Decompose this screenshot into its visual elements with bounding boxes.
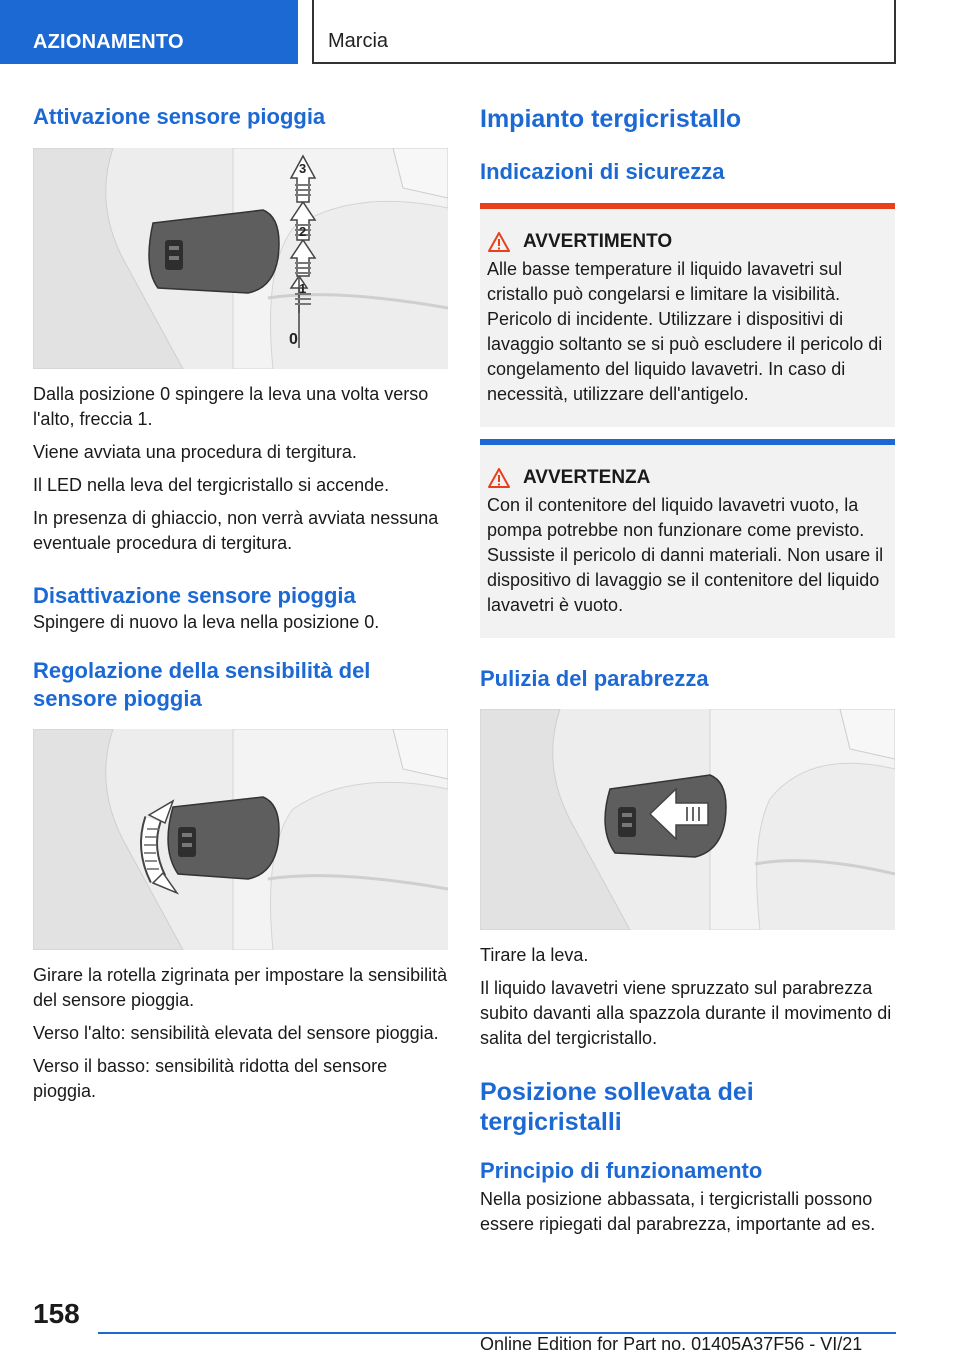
heading-raised-position: Posizione sollevata dei tergicristalli [480,1078,754,1136]
page-number: 158 [33,1298,80,1329]
heading-principle: Principio di funzionamento [480,1158,763,1183]
text-activation-step: Dalla posizione 0 spingere la leva una volta verso l'alto, freccia 1. [33,384,429,429]
text-principle: Nella posizione abbassata, i tergicristalli possono essere ripiegati dal parabrezza, importante ad es. [480,1189,876,1234]
text-activation-wipe: Viene avviata una procedura di tergitura. [33,442,357,462]
heading-deactivation: Disattivazione sensore pioggia [33,583,356,608]
lever-illustration-2 [33,729,448,950]
caution-title: AVVERTENZA [523,467,651,488]
caution-text: Con il contenitore del liquido lavavetri vuoto, la pompa potrebbe non funzionare come previsto. Sussiste il pericolo di danni materiali. Non usare il dispositivo di lavaggio se il contenitore del liquido lavavetri è vuoto. [487,495,884,615]
lever-illustration-1 [33,148,448,369]
heading-wiper-system: Impianto tergicristallo [480,105,742,133]
lever-illustration-3 [480,709,895,930]
caution-triangle-icon [487,467,511,489]
figure-lever-up [33,148,448,369]
text-activation-led: Il LED nella leva del tergicristallo si accende. [33,475,390,495]
text-cleaning-spray: Il liquido lavavetri viene spruzzato sul parabrezza subito davanti alla spazzola durante il movimento di salita del tergicristallo. [480,978,892,1048]
heading-safety: Indicazioni di sicurezza [480,159,725,184]
right-column [480,100,895,1237]
fig1-label-2: 2 [299,224,307,239]
warning-triangle-icon [487,231,511,253]
figure-lever-pull [480,709,895,930]
text-sensitivity-down: Verso il basso: sensibilità ridotta del sensore pioggia. [33,1056,388,1101]
text-activation-ice: In presenza di ghiaccio, non verrà avviata nessuna eventuale procedura di tergitura. [33,508,439,553]
text-cleaning-pull: Tirare la leva. [480,945,589,965]
edition-text: Online Edition for Part no. 01405A37F56 - VI/21 [480,1334,863,1354]
text-deactivation: Spingere di nuovo la leva nella posizione 0. [33,612,380,632]
figure-knurled-wheel [33,729,448,950]
warning-title: AVVERTIMENTO [523,231,673,252]
fig1-label-1: 1 [299,281,307,296]
text-sensitivity-up: Verso l'alto: sensibilità elevata del sensore pioggia. [33,1023,439,1043]
heading-cleaning: Pulizia del parabrezza [480,666,709,691]
fig1-label-3: 3 [299,161,307,176]
warning-notice [480,203,895,427]
section-tab: AZIONAMENTO [0,0,298,64]
chapter-title: Marcia [312,0,896,64]
heading-sensitivity: Regolazione della sensibilità del sensore pioggia [33,658,371,711]
text-sensitivity-wheel: Girare la rotella zigrinata per impostare la sensibilità del sensore pioggia. [33,965,448,1010]
fig1-label-0: 0 [289,331,298,348]
heading-activation: Attivazione sensore pioggia [33,104,326,129]
warning-text: Alle basse temperature il liquido lavavetri sul cristallo può congelarsi e limitare la visibilità. Pericolo di incidente. Utilizzare i dispositivi di lavaggio soltanto se si può escludere il pericolo di congelamento del liquido lavavetri. In caso di necessità, utilizzare dell'antigelo. [487,259,883,404]
left-column [33,100,448,1104]
caution-notice [480,439,895,638]
